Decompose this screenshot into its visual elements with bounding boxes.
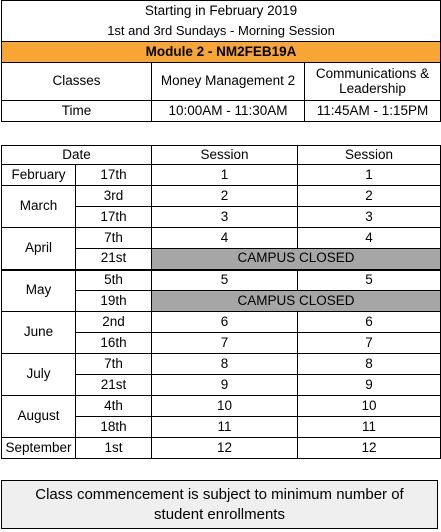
campus-closed-cell: CAMPUS CLOSED	[152, 249, 441, 270]
month-cell: February	[2, 165, 76, 186]
time-slot-1: 10:00AM - 11:30AM	[152, 101, 305, 122]
session-cell: 6	[298, 312, 441, 333]
session-cell: 2	[152, 186, 298, 207]
session-cell: 8	[152, 354, 298, 375]
day-cell: 19th	[76, 291, 152, 312]
day-cell: 17th	[76, 165, 152, 186]
session-cell: 9	[152, 375, 298, 396]
schedule-subtitle: 1st and 3rd Sundays - Morning Session	[2, 22, 441, 42]
session-cell: 1	[298, 165, 441, 186]
session-column-header: Session	[298, 146, 441, 165]
session-cell: 11	[298, 417, 441, 438]
session-cell: 6	[152, 312, 298, 333]
session-cell: 7	[298, 333, 441, 354]
day-cell: 7th	[76, 354, 152, 375]
day-cell: 4th	[76, 396, 152, 417]
day-cell: 21st	[76, 375, 152, 396]
day-cell: 2nd	[76, 312, 152, 333]
day-cell: 7th	[76, 228, 152, 249]
month-cell: August	[2, 396, 76, 438]
day-cell: 21st	[76, 249, 152, 270]
session-cell: 2	[298, 186, 441, 207]
month-cell: June	[2, 312, 76, 354]
classes-label: Classes	[2, 63, 152, 101]
campus-closed-cell: CAMPUS CLOSED	[152, 291, 441, 312]
class-money-management: Money Management 2	[152, 63, 305, 101]
session-schedule-table	[1, 145, 441, 459]
month-cell: May	[2, 270, 76, 312]
enrollment-note: Class commencement is subject to minimum number of student enrollments	[1, 480, 438, 529]
module-header-table	[1, 0, 441, 122]
day-cell: 18th	[76, 417, 152, 438]
day-cell: 3rd	[76, 186, 152, 207]
session-cell: 8	[298, 354, 441, 375]
session-cell: 1	[152, 165, 298, 186]
session-cell: 5	[152, 270, 298, 291]
day-cell: 5th	[76, 270, 152, 291]
session-cell: 3	[152, 207, 298, 228]
class-communications-leadership: Communications & Leadership	[305, 63, 441, 101]
month-cell: April	[2, 228, 76, 270]
session-cell: 12	[152, 438, 298, 459]
session-cell: 12	[298, 438, 441, 459]
day-cell: 17th	[76, 207, 152, 228]
session-cell: 4	[298, 228, 441, 249]
month-cell: July	[2, 354, 76, 396]
session-cell: 9	[298, 375, 441, 396]
session-cell: 11	[152, 417, 298, 438]
session-cell: 10	[298, 396, 441, 417]
session-column-header: Session	[152, 146, 298, 165]
date-column-header: Date	[2, 146, 152, 165]
time-label: Time	[2, 101, 152, 122]
session-cell: 7	[152, 333, 298, 354]
session-cell: 10	[152, 396, 298, 417]
schedule-title: Starting in February 2019	[2, 1, 441, 22]
module-banner: Module 2 - NM2FEB19A	[2, 42, 441, 63]
time-slot-2: 11:45AM - 1:15PM	[305, 101, 441, 122]
session-cell: 3	[298, 207, 441, 228]
month-cell: September	[2, 438, 76, 459]
day-cell: 1st	[76, 438, 152, 459]
day-cell: 16th	[76, 333, 152, 354]
month-cell: March	[2, 186, 76, 228]
session-cell: 5	[298, 270, 441, 291]
session-cell: 4	[152, 228, 298, 249]
